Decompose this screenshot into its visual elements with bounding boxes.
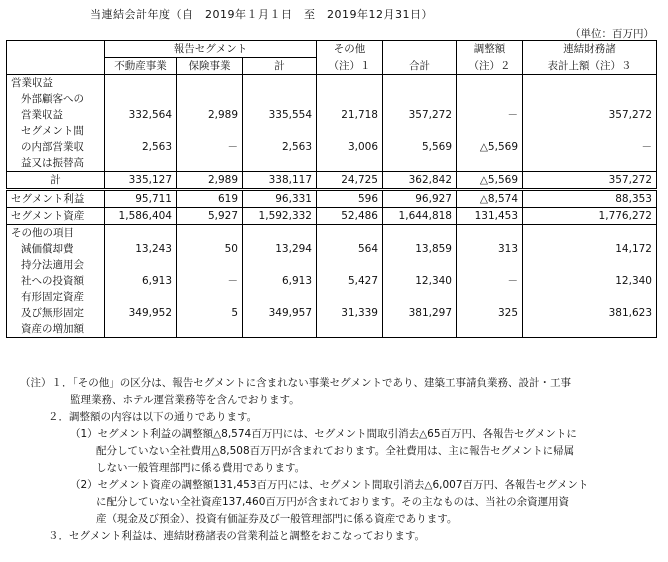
cell: － bbox=[457, 107, 523, 123]
cell: 3,006 bbox=[317, 139, 383, 155]
row-label-external-2: 営業収益 bbox=[21, 109, 63, 121]
row-label-equity-method-1: 持分法適用会 bbox=[21, 259, 84, 271]
segment-table bbox=[6, 40, 657, 338]
cell: 88,353 bbox=[523, 190, 657, 208]
cell: 96,331 bbox=[243, 190, 317, 208]
cell: 2,563 bbox=[243, 139, 317, 155]
cell: △5,569 bbox=[457, 172, 523, 190]
header-real-estate: 不動産事業 bbox=[105, 58, 177, 75]
header-reportable-segment: 報告セグメント bbox=[105, 41, 317, 58]
cell: 12,340 bbox=[383, 273, 457, 289]
cell: △8,574 bbox=[457, 190, 523, 208]
row-label-capex-3: 資産の増加額 bbox=[21, 323, 84, 335]
cell: 338,117 bbox=[243, 172, 317, 190]
cell: 24,725 bbox=[317, 172, 383, 190]
note-line: （2）セグメント資産の調整額131,453百万円には、セグメント間取引消去△6,007百万円、各報告セグメント bbox=[70, 479, 589, 491]
cell: 325 bbox=[457, 305, 523, 321]
cell: △5,569 bbox=[457, 139, 523, 155]
cell: 96,927 bbox=[383, 190, 457, 208]
header-consolidated: 連結財務諸 bbox=[523, 41, 657, 58]
header-consolidated-line2: 表計上額 bbox=[547, 59, 590, 72]
cell: 2,989 bbox=[177, 107, 243, 123]
cell: 5,427 bbox=[317, 273, 383, 289]
cell: 5,927 bbox=[177, 208, 243, 225]
cell: 12,340 bbox=[523, 273, 657, 289]
cell: 335,554 bbox=[243, 107, 317, 123]
note-line: 産（現金及び預金）、投資有価証券及び一般管理部門に係る資産であります。 bbox=[96, 513, 458, 525]
row-label-depreciation: 減価償却費 bbox=[21, 243, 74, 255]
cell: 332,564 bbox=[105, 107, 177, 123]
header-consolidated-line3: （注）３ bbox=[589, 59, 632, 72]
header-total: 合計 bbox=[383, 58, 457, 75]
cell: 5 bbox=[177, 305, 243, 321]
cell: 381,297 bbox=[383, 305, 457, 321]
cell: 1,592,332 bbox=[243, 208, 317, 225]
row-label-other-items: その他の項目 bbox=[11, 227, 74, 239]
period-title: 当連結会計年度（自 2019年１月１日 至 2019年12月31日） bbox=[90, 8, 433, 21]
header-total-blank bbox=[383, 41, 457, 58]
header-subtotal: 計 bbox=[243, 58, 317, 75]
cell: 335,127 bbox=[105, 172, 177, 190]
cell: － bbox=[457, 273, 523, 289]
cell: 1,644,818 bbox=[383, 208, 457, 225]
note-line: （注）１．「その他」の区分は、報告セグメントに含まれない事業セグメントであり、建築工事請負業務、設計・工事 bbox=[20, 377, 572, 389]
cell: 349,952 bbox=[105, 305, 177, 321]
row-label-intersegment-3: 益又は振替高 bbox=[7, 155, 105, 172]
row-label-revenue: 営業収益 bbox=[11, 77, 53, 89]
cell: 357,272 bbox=[523, 107, 657, 123]
cell: 13,859 bbox=[383, 241, 457, 257]
note-line: ２．調整額の内容は以下の通りであります。 bbox=[48, 411, 258, 423]
cell: 13,243 bbox=[105, 241, 177, 257]
note-line: （1）セグメント利益の調整額△8,574百万円には、セグメント間取引消去△65百万円、各報告セグメントに bbox=[70, 428, 577, 440]
row-label-equity-method-2: 社への投資額 bbox=[21, 275, 84, 287]
header-other-note: （注）１ bbox=[317, 58, 383, 75]
cell: 131,453 bbox=[457, 208, 523, 225]
header-adjustment: 調整額 bbox=[457, 41, 523, 58]
cell: 1,776,272 bbox=[523, 208, 657, 225]
cell: 564 bbox=[317, 241, 383, 257]
cell: 357,272 bbox=[523, 172, 657, 190]
cell: 5,569 bbox=[383, 139, 457, 155]
row-label-capex-1: 有形固定資産 bbox=[21, 291, 84, 303]
cell: － bbox=[177, 273, 243, 289]
cell: 95,711 bbox=[105, 190, 177, 208]
row-label-intersegment-1: セグメント間 bbox=[21, 125, 84, 137]
cell: 619 bbox=[177, 190, 243, 208]
cell: 596 bbox=[317, 190, 383, 208]
cell: － bbox=[523, 139, 657, 155]
row-label-segment-profit: セグメント利益 bbox=[7, 190, 105, 208]
cell: 52,486 bbox=[317, 208, 383, 225]
cell: 381,623 bbox=[523, 305, 657, 321]
cell: 2,563 bbox=[105, 139, 177, 155]
cell: 6,913 bbox=[105, 273, 177, 289]
row-label-intersegment-2: の内部営業収 bbox=[21, 141, 84, 153]
row-label-external-1: 外部顧客への bbox=[21, 93, 84, 105]
cell: 313 bbox=[457, 241, 523, 257]
row-label-segment-assets: セグメント資産 bbox=[7, 208, 105, 225]
header-insurance: 保険事業 bbox=[177, 58, 243, 75]
notes-section bbox=[20, 375, 660, 545]
note-line: 配分していない全社費用△8,508百万円が含まれております。全社費用は、主に報告セグメントに帰属 bbox=[96, 445, 575, 457]
note-line: 監理業務、ホテル運営業務等を含んでおります。 bbox=[70, 394, 300, 406]
cell: － bbox=[177, 139, 243, 155]
cell: 349,957 bbox=[243, 305, 317, 321]
note-line: に配分していない全社資産137,460百万円が含まれております。その主なものは、当社の余資運用資 bbox=[96, 496, 570, 508]
header-consolidated-note bbox=[523, 58, 657, 75]
row-label-capex-2: 及び無形固定 bbox=[21, 307, 84, 319]
cell: 1,586,404 bbox=[105, 208, 177, 225]
note-line: ３．セグメント利益は、連結財務諸表の営業利益と調整をおこなっております。 bbox=[48, 530, 426, 542]
cell: 14,172 bbox=[523, 241, 657, 257]
cell: 13,294 bbox=[243, 241, 317, 257]
cell: 2,989 bbox=[177, 172, 243, 190]
header-blank bbox=[7, 41, 105, 75]
cell: 50 bbox=[177, 241, 243, 257]
cell: 357,272 bbox=[383, 107, 457, 123]
cell: 362,842 bbox=[383, 172, 457, 190]
header-adjustment-note: （注）２ bbox=[457, 58, 523, 75]
header-other: その他 bbox=[317, 41, 383, 58]
row-label-subtotal: 計 bbox=[7, 172, 105, 190]
cell: 6,913 bbox=[243, 273, 317, 289]
unit-label: （単位：百万円） bbox=[570, 28, 654, 40]
cell: 31,339 bbox=[317, 305, 383, 321]
note-line: しない一般管理部門に係る費用であります。 bbox=[96, 462, 306, 474]
cell: 21,718 bbox=[317, 107, 383, 123]
